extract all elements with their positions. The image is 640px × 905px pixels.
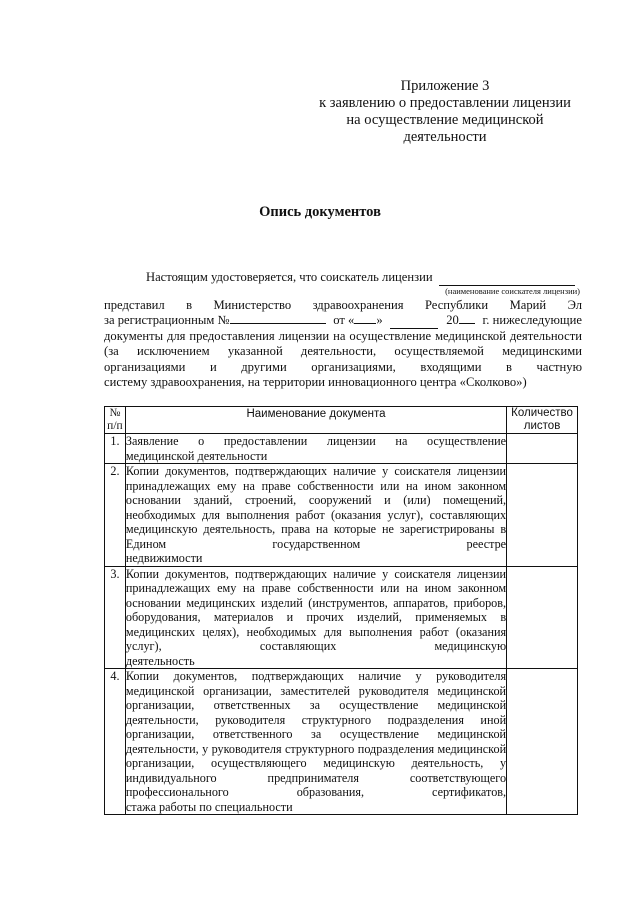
month-blank bbox=[390, 313, 438, 329]
column-header-number: № п/п bbox=[105, 407, 126, 434]
intro-first-line bbox=[104, 270, 582, 286]
row-number: 3. bbox=[105, 566, 126, 669]
row-text-tail: деятельность bbox=[125, 653, 195, 668]
intro-text: от « bbox=[333, 313, 355, 327]
row-document-name bbox=[125, 566, 506, 669]
row-page-count bbox=[507, 464, 578, 567]
table-row bbox=[105, 566, 578, 669]
table-row bbox=[105, 464, 578, 567]
intro-word: Министерство bbox=[213, 297, 292, 312]
table-header-row bbox=[105, 407, 578, 434]
row-page-count bbox=[507, 669, 578, 815]
appendix-line: к заявлению о предоставлении лицензии bbox=[319, 95, 571, 111]
intro-word: в bbox=[186, 297, 193, 312]
document-title: Опись документов bbox=[259, 204, 381, 220]
row-page-count bbox=[507, 434, 578, 464]
applicant-name-hint: (наименование соискателя лицензии) bbox=[445, 285, 580, 296]
intro-body: документы для предоставления лицензии на осуществление медицинской деятельности (за исключением указанной деятельности, осуществляемой медицинскими организациями и другими организациями, входящими в частную bbox=[104, 328, 582, 374]
documents-table bbox=[104, 406, 578, 815]
column-header-name: Наименование документа bbox=[125, 407, 506, 434]
intro-text: 20 bbox=[446, 313, 459, 327]
row-number: 4. bbox=[105, 669, 126, 815]
appendix-line: деятельности bbox=[403, 129, 487, 145]
registration-number-blank bbox=[230, 323, 326, 324]
intro-text: г. нижеследующие bbox=[482, 313, 582, 327]
intro-text: за регистрационным № bbox=[104, 313, 230, 327]
intro-word: Эл bbox=[567, 297, 582, 312]
day-blank bbox=[354, 323, 376, 324]
intro-text: Настоящим удостоверяется, что соискатель лицензии bbox=[146, 270, 433, 284]
table-row bbox=[105, 434, 578, 464]
intro-word: Республики bbox=[424, 297, 489, 312]
applicant-name-blank bbox=[439, 270, 575, 286]
table-row bbox=[105, 669, 578, 815]
intro-word: Марий bbox=[509, 297, 547, 312]
intro-second-line bbox=[104, 298, 582, 314]
row-number: 1. bbox=[105, 434, 126, 464]
row-text: Копии документов, подтверждающих наличие у руководителя медицинской организации, заместителей руководителя медицинской организации, ответственных за осуществление медицинской деятельности, руководителя структурного подразделения иной организации, ответственного за осуществление медицинской деятельности, у руководителя структурного подразделения медицинской организации, осуществляющего медицинскую деятельность, у индивидуального предпринимателя соответствующего профессионального образования, сертификатов, bbox=[125, 669, 507, 799]
year-blank bbox=[459, 323, 475, 324]
intro-word: здравоохранения bbox=[312, 297, 404, 312]
row-document-name bbox=[125, 434, 506, 464]
appendix-header bbox=[300, 78, 590, 146]
column-header-quantity: Количество листов bbox=[507, 407, 578, 434]
row-document-name bbox=[125, 464, 506, 567]
intro-body-last: систему здравоохранения, на территории инновационного центра «Сколково») bbox=[104, 375, 527, 389]
row-document-name bbox=[125, 669, 506, 815]
appendix-number: Приложение 3 bbox=[400, 78, 490, 94]
row-page-count bbox=[507, 566, 578, 669]
row-number: 2. bbox=[105, 464, 126, 567]
intro-text: » bbox=[376, 313, 383, 327]
row-text: Заявление о предоставлении лицензии на осуществление bbox=[125, 434, 507, 448]
intro-word: представил bbox=[104, 297, 165, 312]
appendix-line: на осуществление медицинской bbox=[346, 112, 544, 128]
row-text: Копии документов, подтверждающих наличие у соискателя лицензии принадлежащих ему на праве собственности или на ином законном основании зданий, строений, сооружений и (или) помещений, необходимых для выполнения работ (оказания услуг), составляющих медицинскую деятельность, права на которые не зарегистрированы в Едином государственном реестре bbox=[125, 464, 507, 551]
row-text: Копии документов, подтверждающих наличие у соискателя лицензии принадлежащих ему на праве собственности или на ином законном основании медицинских изделий (инструментов, аппаратов, приборов, оборудования, материалов и прочих изделий, применяемых в медицинских целях), необходимых для выполнения работ (оказания услуг), составляющих медицинскую bbox=[125, 566, 507, 653]
row-text-tail: медицинской деятельности bbox=[125, 448, 268, 463]
intro-third-line bbox=[104, 313, 582, 329]
intro-paragraph bbox=[104, 270, 582, 391]
row-text-tail: стажа работы по специальности bbox=[125, 799, 293, 814]
row-text-tail: недвижимости bbox=[125, 551, 203, 565]
